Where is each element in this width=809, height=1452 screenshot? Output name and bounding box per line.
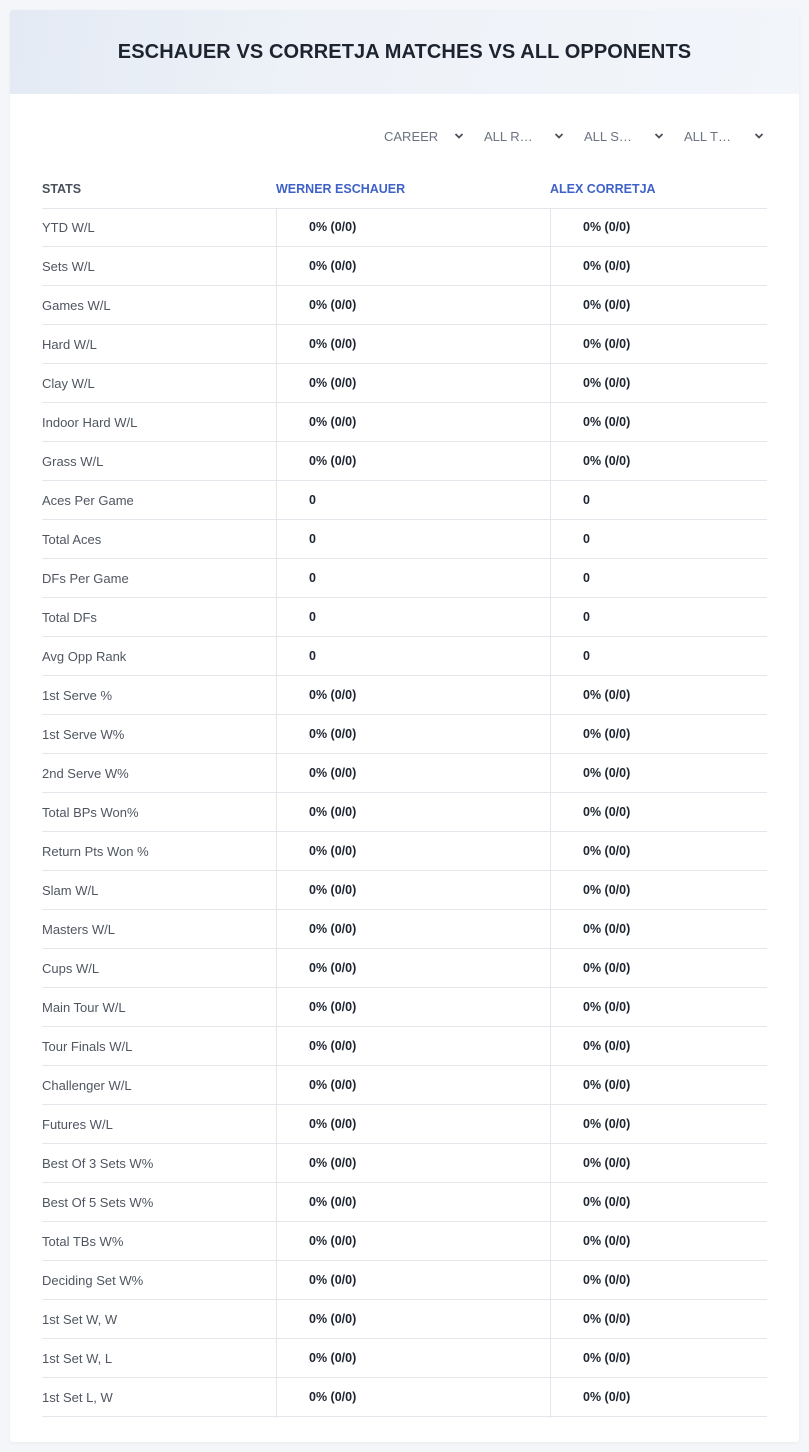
player1-value: 0% (0/0) xyxy=(309,1351,357,1365)
stat-label: Cups W/L xyxy=(42,961,100,976)
chevron-down-icon xyxy=(754,131,764,141)
player2-value: 0% (0/0) xyxy=(583,1117,631,1131)
stat-label: Avg Opp Rank xyxy=(42,649,127,664)
stat-label: Grass W/L xyxy=(42,454,104,469)
player1-value: 0% (0/0) xyxy=(309,1078,357,1092)
stat-label: Aces Per Game xyxy=(42,493,134,508)
table-row xyxy=(42,1222,767,1261)
table-row xyxy=(42,364,767,403)
player1-value: 0% (0/0) xyxy=(309,454,357,468)
player2-value: 0 xyxy=(583,649,590,663)
player1-value: 0% (0/0) xyxy=(309,298,357,312)
player1-value: 0% (0/0) xyxy=(309,766,357,780)
player1-value: 0% (0/0) xyxy=(309,883,357,897)
table-row xyxy=(42,598,767,637)
player1-value: 0% (0/0) xyxy=(309,805,357,819)
player2-value: 0% (0/0) xyxy=(583,1039,631,1053)
player1-value: 0% (0/0) xyxy=(309,415,357,429)
stat-label: Best Of 5 Sets W% xyxy=(42,1195,154,1210)
player1-value: 0% (0/0) xyxy=(309,337,357,351)
player1-value: 0 xyxy=(309,649,316,663)
player1-value: 0% (0/0) xyxy=(309,688,357,702)
player2-value: 0% (0/0) xyxy=(583,376,631,390)
table-row xyxy=(42,1027,767,1066)
stat-label: Tour Finals W/L xyxy=(42,1039,133,1054)
player2-value: 0 xyxy=(583,610,590,624)
player2-value: 0% (0/0) xyxy=(583,1351,631,1365)
stat-label: Total Aces xyxy=(42,532,102,547)
stat-label: Hard W/L xyxy=(42,337,97,352)
page-header xyxy=(10,10,799,94)
player1-value: 0% (0/0) xyxy=(309,220,357,234)
filter-tournament-select[interactable] xyxy=(680,126,780,146)
table-row xyxy=(42,1339,767,1378)
player1-value: 0% (0/0) xyxy=(309,1195,357,1209)
stat-label: Total DFs xyxy=(42,610,97,625)
filter-bar xyxy=(380,126,780,146)
player2-value: 0% (0/0) xyxy=(583,1000,631,1014)
table-row xyxy=(42,559,767,598)
table-row xyxy=(42,676,767,715)
player2-value: 0% (0/0) xyxy=(583,688,631,702)
player1-value: 0% (0/0) xyxy=(309,1000,357,1014)
stat-label: Total TBs W% xyxy=(42,1234,124,1249)
chevron-down-icon xyxy=(654,131,664,141)
filter-surface-select[interactable] xyxy=(580,126,680,146)
filter-label: ALL S… xyxy=(584,128,632,144)
player2-value: 0 xyxy=(583,493,590,507)
table-row xyxy=(42,481,767,520)
stat-label: Deciding Set W% xyxy=(42,1273,144,1288)
player1-value: 0% (0/0) xyxy=(309,1312,357,1326)
player2-value: 0 xyxy=(583,571,590,585)
table-row xyxy=(42,1300,767,1339)
player1-value: 0% (0/0) xyxy=(309,1156,357,1170)
player1-value: 0% (0/0) xyxy=(309,1234,357,1248)
player1-value: 0% (0/0) xyxy=(309,727,357,741)
table-row xyxy=(42,988,767,1027)
stat-label: 1st Set W, L xyxy=(42,1351,113,1366)
page-title: ESCHAUER VS CORRETJA MATCHES VS ALL OPPONENTS xyxy=(117,40,692,63)
player2-value: 0% (0/0) xyxy=(583,922,631,936)
player2-value: 0% (0/0) xyxy=(583,454,631,468)
stat-label: YTD W/L xyxy=(42,220,95,235)
player2-value: 0% (0/0) xyxy=(583,220,631,234)
table-row xyxy=(42,832,767,871)
stat-label: Total BPs Won% xyxy=(42,805,139,820)
table-row xyxy=(42,286,767,325)
table-row xyxy=(42,754,767,793)
filter-round-select[interactable] xyxy=(480,126,580,146)
table-row xyxy=(42,1066,767,1105)
table-row xyxy=(42,793,767,832)
player2-value: 0% (0/0) xyxy=(583,961,631,975)
stat-label: Futures W/L xyxy=(42,1117,113,1132)
player2-value: 0% (0/0) xyxy=(583,727,631,741)
table-header xyxy=(42,170,767,209)
chevron-down-icon xyxy=(554,131,564,141)
player1-value: 0% (0/0) xyxy=(309,1273,357,1287)
table-row xyxy=(42,1378,767,1417)
filter-label: ALL T… xyxy=(684,128,731,144)
filter-label: CAREER xyxy=(384,128,439,144)
table-row xyxy=(42,871,767,910)
stat-label: Best Of 3 Sets W% xyxy=(42,1156,154,1171)
stat-label: DFs Per Game xyxy=(42,571,129,586)
player2-link[interactable]: ALEX CORRETJA xyxy=(550,182,656,196)
stat-label: Challenger W/L xyxy=(42,1078,132,1093)
player1-value: 0% (0/0) xyxy=(309,1039,357,1053)
player1-value: 0% (0/0) xyxy=(309,1390,357,1404)
table-row xyxy=(42,208,767,247)
player2-value: 0 xyxy=(583,532,590,546)
stat-label: 1st Serve % xyxy=(42,688,113,703)
player2-value: 0% (0/0) xyxy=(583,1234,631,1248)
stat-label: Slam W/L xyxy=(42,883,99,898)
player2-value: 0% (0/0) xyxy=(583,1312,631,1326)
player1-value: 0 xyxy=(309,571,316,585)
player1-link[interactable]: WERNER ESCHAUER xyxy=(276,182,406,196)
stat-label: Indoor Hard W/L xyxy=(42,415,138,430)
stat-label: 1st Set L, W xyxy=(42,1390,113,1405)
player2-value: 0% (0/0) xyxy=(583,298,631,312)
table-row xyxy=(42,403,767,442)
player2-value: 0% (0/0) xyxy=(583,883,631,897)
player2-value: 0% (0/0) xyxy=(583,259,631,273)
table-row xyxy=(42,1183,767,1222)
player2-value: 0% (0/0) xyxy=(583,1273,631,1287)
player2-value: 0% (0/0) xyxy=(583,1390,631,1404)
player1-value: 0 xyxy=(309,610,316,624)
player2-value: 0% (0/0) xyxy=(583,1195,631,1209)
chevron-down-icon xyxy=(454,131,464,141)
table-row xyxy=(42,1144,767,1183)
stat-label: 1st Serve W% xyxy=(42,727,125,742)
table-row xyxy=(42,520,767,559)
stats-table-body xyxy=(42,208,767,1417)
filter-label: ALL R… xyxy=(484,128,533,144)
table-row xyxy=(42,1105,767,1144)
stats-card xyxy=(10,10,799,1442)
player1-value: 0% (0/0) xyxy=(309,961,357,975)
player2-value: 0% (0/0) xyxy=(583,766,631,780)
player2-value: 0% (0/0) xyxy=(583,805,631,819)
player2-value: 0% (0/0) xyxy=(583,1156,631,1170)
player2-value: 0% (0/0) xyxy=(583,844,631,858)
player1-value: 0% (0/0) xyxy=(309,259,357,273)
player1-value: 0 xyxy=(309,493,316,507)
stat-label: 1st Set W, W xyxy=(42,1312,118,1327)
stats-column-header: STATS xyxy=(42,182,82,196)
player2-value: 0% (0/0) xyxy=(583,337,631,351)
table-row xyxy=(42,637,767,676)
table-row xyxy=(42,325,767,364)
stat-label: 2nd Serve W% xyxy=(42,766,129,781)
player1-value: 0% (0/0) xyxy=(309,376,357,390)
player1-value: 0% (0/0) xyxy=(309,1117,357,1131)
player1-value: 0% (0/0) xyxy=(309,922,357,936)
table-row xyxy=(42,442,767,481)
table-row xyxy=(42,910,767,949)
stat-label: Sets W/L xyxy=(42,259,95,274)
filter-period-select[interactable] xyxy=(380,126,480,146)
stat-label: Masters W/L xyxy=(42,922,115,937)
table-row xyxy=(42,715,767,754)
stat-label: Return Pts Won % xyxy=(42,844,149,859)
table-row xyxy=(42,949,767,988)
stat-label: Games W/L xyxy=(42,298,111,313)
stat-label: Clay W/L xyxy=(42,376,95,391)
player1-value: 0% (0/0) xyxy=(309,844,357,858)
table-row xyxy=(42,1261,767,1300)
stat-label: Main Tour W/L xyxy=(42,1000,126,1015)
player1-value: 0 xyxy=(309,532,316,546)
player2-value: 0% (0/0) xyxy=(583,415,631,429)
player2-value: 0% (0/0) xyxy=(583,1078,631,1092)
table-row xyxy=(42,247,767,286)
